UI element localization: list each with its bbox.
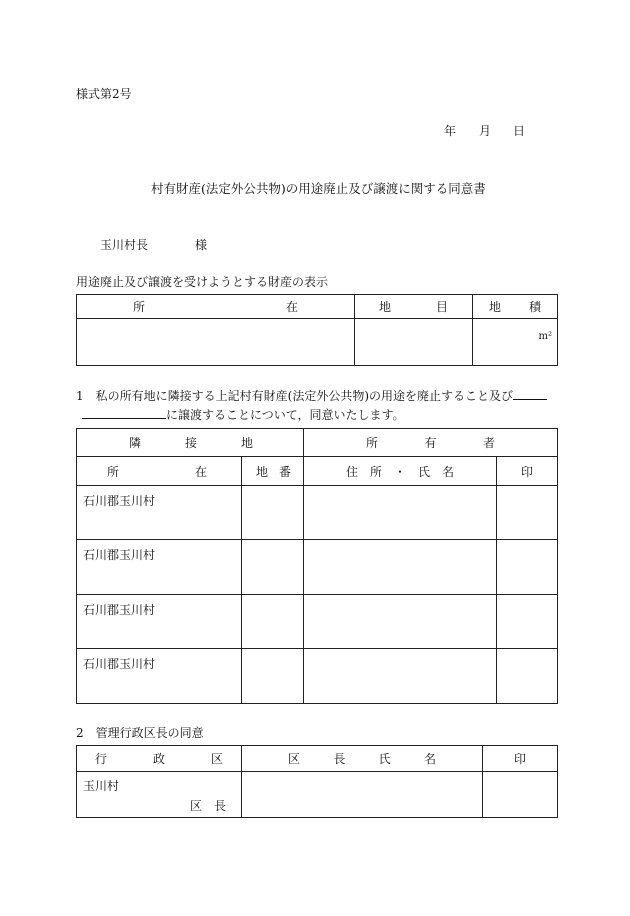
row-lot-cell[interactable] [242, 595, 304, 649]
section1-line1: 1 私の所有地に隣接する上記村有財産(法定外公共物)の用途を廃止すること及び [76, 387, 547, 404]
date-day-label: 日 [513, 124, 526, 138]
property-area-cell[interactable] [473, 319, 558, 366]
recipient-blank-1[interactable] [513, 387, 547, 400]
section1-line2: に譲渡することについて，同意いたします。 [82, 406, 405, 423]
row-lot-cell[interactable] [242, 486, 304, 540]
consent-table [76, 428, 558, 704]
form-number: 様式第2号 [76, 87, 132, 101]
district-cell[interactable] [77, 772, 242, 818]
area-unit: m² [538, 331, 552, 342]
property-land-type-cell[interactable] [355, 319, 473, 366]
district-seal-cell[interactable] [483, 772, 558, 818]
property-table [76, 294, 558, 366]
page-title: 村有財産(法定外公共物)の用途廃止及び譲渡に関する同意書 [151, 181, 486, 196]
property-header-location: 所 在 [77, 295, 355, 319]
row-location-cell[interactable]: 石川郡玉川村 [77, 486, 242, 540]
district-table [76, 745, 558, 818]
addressee-honorific: 様 [195, 238, 208, 252]
district-header: 行 政 区 [77, 746, 242, 772]
row-address-name-cell[interactable] [304, 649, 497, 704]
subheader-address-name: 住 所 ・ 氏 名 [304, 457, 497, 486]
subheader-location: 所 在 [77, 457, 242, 486]
row-lot-cell[interactable] [242, 540, 304, 595]
addressee-name: 玉川村長 [100, 238, 149, 252]
owner-header: 所 有 者 [304, 429, 558, 457]
adjacent-land-header: 隣 接 地 [77, 429, 304, 457]
subheader-seal: 印 [497, 457, 558, 486]
table-row [77, 649, 558, 704]
row-seal-cell[interactable] [497, 486, 558, 540]
date-month-label: 月 [479, 124, 492, 138]
head-name-cell[interactable] [242, 772, 483, 818]
row-lot-cell[interactable] [242, 649, 304, 704]
district-head-title: 区 長 [190, 799, 227, 813]
row-address-name-cell[interactable] [304, 486, 497, 540]
date-year-label: 年 [444, 124, 457, 138]
row-location-cell[interactable]: 石川郡玉川村 [77, 540, 242, 595]
row-address-name-cell[interactable] [304, 595, 497, 649]
recipient-blank-2[interactable] [82, 406, 166, 419]
property-location-cell[interactable] [77, 319, 355, 366]
table-row [77, 595, 558, 649]
row-seal-cell[interactable] [497, 595, 558, 649]
row-location-cell[interactable]: 石川郡玉川村 [77, 649, 242, 704]
district-village: 玉川村 [83, 779, 120, 793]
row-address-name-cell[interactable] [304, 540, 497, 595]
district-seal-header: 印 [483, 746, 558, 772]
row-location-cell[interactable]: 石川郡玉川村 [77, 595, 242, 649]
row-seal-cell[interactable] [497, 649, 558, 704]
property-header-land-type: 地 目 [355, 295, 473, 319]
row-seal-cell[interactable] [497, 540, 558, 595]
table-row [77, 540, 558, 595]
section2-caption: 2 管理行政区長の同意 [76, 726, 204, 740]
property-caption: 用途廃止及び譲渡を受けようとする財産の表示 [76, 275, 329, 289]
subheader-lot: 地 番 [242, 457, 304, 486]
property-header-area: 地 積 [473, 295, 558, 319]
table-row [77, 486, 558, 540]
head-name-header: 区 長 氏 名 [242, 746, 483, 772]
